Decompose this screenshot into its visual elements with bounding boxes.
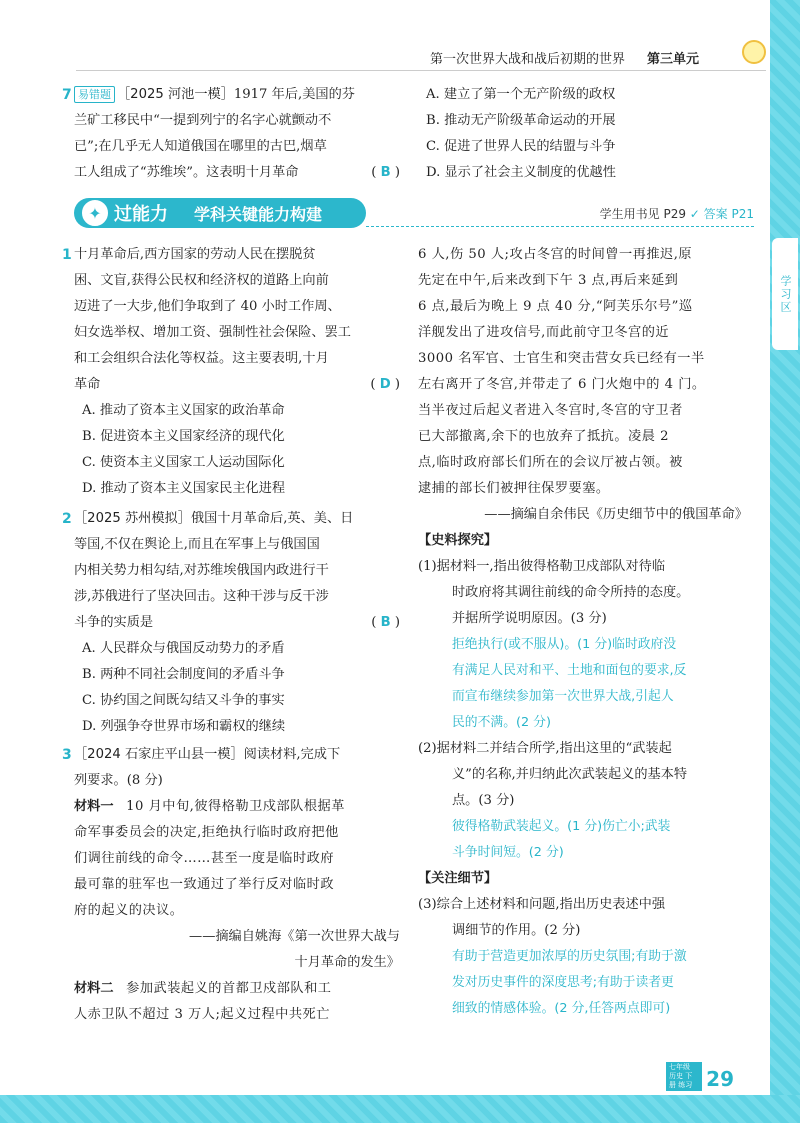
question-line: 阅读材料,完成下 (243, 747, 341, 762)
question-3 (62, 742, 400, 1028)
question-line: 工人组成了“苏维埃”。这表明十月革命 ( B ) (74, 165, 400, 180)
material-line: 10 月中旬,彼得格勒卫戍部队根据革 (126, 799, 345, 814)
answer-mark: D (379, 377, 391, 392)
question-line: 迈进了一大步,他们争取到了 40 小时工作周、 (74, 299, 341, 314)
material-line: 3000 名军官、士官生和突击营女兵已经有一半 (418, 351, 705, 366)
section-heading-source-analysis: 【史料探究】 (418, 533, 498, 548)
unit-title: 第三单元 (647, 52, 700, 67)
material-line: 点,临时政府部长们所在的会议厅被占领。被 (418, 455, 683, 470)
option-b[interactable]: B. 促进资本主义国家经济的现代化 (82, 429, 285, 444)
student-book-ref: 学生用书见 P29 (599, 206, 686, 221)
question-number: 3 (62, 747, 72, 763)
question-source: ［2024 石家庄平山县一模］ (74, 747, 244, 762)
material-line: 最可靠的驻军也一致通过了举行反对临时政 (74, 877, 335, 892)
question-line: 妇女选举权、增加工资、强制性社会保险、罢工 (74, 325, 351, 340)
question-line: 俄国十月革命后,英、美、日 (190, 511, 354, 526)
question-line: 革命 ( D ) (74, 377, 400, 392)
page-header (430, 48, 764, 67)
question-line: 列要求。(8 分) (74, 773, 163, 788)
material-line: 洋舰发出了进攻信号,而此前守卫冬宫的近 (418, 325, 670, 340)
banner-title: 过能力 (114, 204, 168, 225)
material-2 (74, 976, 400, 1028)
answer-ref: 答案 P21 (703, 206, 754, 221)
question-line: 涉,苏俄进行了坚决回击。这种干涉与反干涉 (74, 589, 329, 604)
page-number: 29 (706, 1067, 734, 1091)
option-c[interactable]: C. 使资本主义国家工人运动国际化 (82, 455, 285, 470)
option-c[interactable]: C. 促进了世界人民的结盟与斗争 (426, 139, 616, 154)
material-source: 十月革命的发生》 (294, 955, 400, 970)
banner-pill (74, 198, 366, 228)
material-source: ——摘编自姚海《第一次世界大战与 (189, 929, 400, 944)
question-line: 已”;在几乎无人知道俄国在哪里的古巴,烟草 (74, 139, 327, 154)
option-d[interactable]: D. 列强争夺世界市场和霸权的继续 (82, 719, 286, 734)
material-line: 命军事委员会的决定,拒绝执行临时政府把他 (74, 825, 339, 840)
material-line: 当半夜过后起义者进入冬宫时,冬宫的守卫者 (418, 403, 683, 418)
header-divider (76, 70, 766, 71)
material-line: 们调往前线的命令……甚至一度是临时政府 (74, 851, 335, 866)
option-d[interactable]: D. 推动了资本主义国家民主化进程 (82, 481, 286, 496)
question-2 (62, 506, 400, 740)
material-1 (74, 794, 400, 976)
page-tag: 七年级 历史 下册 练习 (666, 1062, 702, 1091)
material-source: ——摘编自余伟民《历史细节中的俄国革命》 (484, 507, 748, 522)
question-1 (62, 242, 400, 502)
question-source: ［2025 河池一模］ (117, 87, 234, 102)
mascot-icon (742, 40, 766, 64)
section-banner (74, 196, 754, 230)
question-7-options (418, 82, 748, 186)
question-line: 十月革命后,西方国家的劳动人民在摆脱贫 (74, 247, 316, 262)
check-icon: ✓ (689, 206, 704, 221)
question-line: 困、文盲,获得公民权和经济权的道路上向前 (74, 273, 329, 288)
option-a[interactable]: A. 推动了资本主义国家的政治革命 (82, 403, 285, 418)
question-number: 1 (62, 247, 72, 263)
question-line: 斗争的实质是 ( B ) (74, 615, 400, 630)
material-line: 参加武装起义的首都卫戍部队和工 (126, 981, 332, 996)
right-column (418, 242, 748, 1022)
option-b[interactable]: B. 推动无产阶级革命运动的开展 (426, 113, 616, 128)
answer-mark: B (380, 165, 391, 180)
banner-reference (600, 205, 754, 222)
error-prone-tag: 易错题 (74, 86, 115, 103)
side-tab-study-zone[interactable]: 学习区 (772, 238, 798, 350)
answer-mark: B (380, 615, 391, 630)
question-number: 2 (62, 511, 72, 527)
chapter-title: 第一次世界大战和战后初期的世界 (430, 52, 626, 67)
material-line: 左右离开了冬宫,并带走了 6 门火炮中的 4 门。 (418, 377, 706, 392)
bottom-decorative-strip (0, 1095, 800, 1123)
question-7 (62, 82, 400, 186)
section-heading-details: 【关注细节】 (418, 871, 498, 886)
question-line: 内相关势力相勾结,对苏维埃俄国内政进行干 (74, 563, 329, 578)
sub-question-2: (2)据材料二并结合所学,指出这里的“武装起 义”的名称,并归纳此次武装起义的基本特 点。(3 分) (418, 741, 688, 808)
material-line: 先定在中午,后来改到下午 3 点,再后来延到 (418, 273, 679, 288)
banner-divider (366, 226, 754, 227)
side-decorative-strip (770, 0, 800, 1123)
left-column (62, 242, 400, 1028)
material-label: 材料二 (74, 981, 114, 996)
sub-answer-1: 拒绝执行(或不服从)。(1 分)临时政府没 有满足人民对和平、土地和面包的要求,反 而宣布继续参加第一次世界大战,引起人 民的不满。(2 分) (452, 637, 687, 730)
option-b[interactable]: B. 两种不同社会制度间的矛盾斗争 (82, 667, 285, 682)
option-a[interactable]: A. 人民群众与俄国反动势力的矛盾 (82, 641, 285, 656)
sub-question-1: (1)据材料一,指出彼得格勒卫戍部队对待临 时政府将其调往前线的命令所持的态度。 并据所学说明原因。(3 分) (418, 559, 690, 626)
option-d[interactable]: D. 显示了社会主义制度的优越性 (426, 165, 616, 180)
option-a[interactable]: A. 建立了第一个无产阶级的政权 (426, 87, 616, 102)
material-line: 6 点,最后为晚上 9 点 40 分,“阿芙乐尔号”巡 (418, 299, 693, 314)
material-line: 人赤卫队不超过 3 万人;起义过程中共死亡 (74, 1007, 330, 1022)
question-line: 和工会组织合法化等权益。这主要表明,十月 (74, 351, 329, 366)
sub-answer-2: 彼得格勒武装起义。(1 分)伤亡小;武装 斗争时间短。(2 分) (452, 819, 671, 860)
option-c[interactable]: C. 协约国之间既勾结又斗争的事实 (82, 693, 285, 708)
material-label: 材料一 (74, 799, 114, 814)
material-line: 逮捕的部长们被押往保罗要塞。 (418, 481, 610, 496)
question-line: 兰矿工移民中“一提到列宁的名字心就颤动不 (74, 113, 332, 128)
question-line: 等国,不仅在舆论上,而且在军事上与俄国国 (74, 537, 320, 552)
material-line: 府的起义的决议。 (74, 903, 184, 918)
material-line: 6 人,伤 50 人;攻占冬宫的时间曾一再推迟,原 (418, 247, 693, 262)
question-source: ［2025 苏州模拟］ (74, 511, 191, 526)
sub-question-3: (3)综合上述材料和问题,指出历史表述中强 调细节的作用。(2 分) (418, 897, 666, 938)
material-line: 已大部撤离,余下的也放弃了抵抗。凌晨 2 (418, 429, 669, 444)
question-line: 1917 年后,美国的芬 (233, 87, 355, 102)
banner-mascot-icon: ✦ (80, 198, 110, 228)
question-number: 7 (62, 87, 72, 103)
sub-answer-3: 有助于营造更加浓厚的历史氛围;有助于激 发对历史事件的深度思考;有助于读者更 细致的情感体验。(2 分,任答两点即可) (452, 949, 687, 1016)
banner-subtitle: 学科关键能力构建 (194, 204, 323, 224)
